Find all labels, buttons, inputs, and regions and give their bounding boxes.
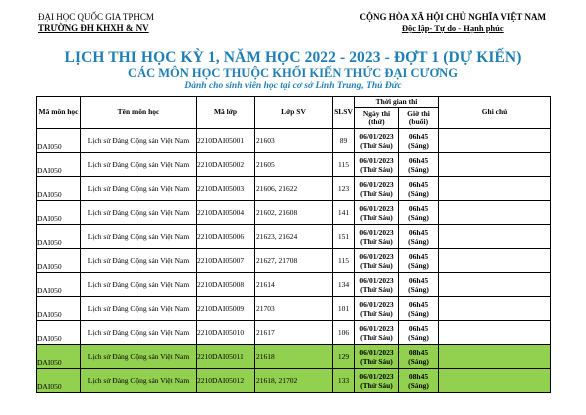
table-row: [37, 345, 551, 369]
cell-student-count: [333, 297, 355, 321]
cell-student-count-text: 101: [337, 304, 350, 313]
col-header-day: Ngày thi (thứ): [355, 108, 399, 129]
table-row: [37, 297, 551, 321]
cell-exam-day: [355, 297, 399, 321]
cell-student-count: [333, 129, 355, 153]
cell-exam-day-text: 06/01/2023: [359, 299, 394, 309]
cell-exam-day: [355, 345, 399, 369]
cell-student-classes-text: 21703: [256, 304, 275, 313]
cell-student-count: [333, 369, 355, 393]
cell-exam-time: [399, 321, 439, 345]
cell-class-code-text: 2210DAI05009: [197, 304, 245, 313]
cell-exam-time-text: (Sáng): [408, 140, 429, 150]
cell-exam-day: [355, 129, 399, 153]
cell-exam-time-text: (Sáng): [408, 236, 429, 246]
cell-exam-day-text: (Thứ Sáu): [360, 260, 393, 270]
table-row: [37, 321, 551, 345]
cell-class-code-text: 2210DAI05010: [197, 328, 245, 337]
cell-student-classes: [255, 225, 333, 249]
cell-student-classes-text: 21614: [256, 280, 275, 289]
cell-exam-time-text: 06h45: [408, 179, 429, 189]
col-header-remarks: Ghi chú: [439, 97, 551, 129]
cell-course-name-text: Lịch sử Đảng Cộng sản Việt Nam: [87, 304, 190, 313]
cell-student-count: [333, 153, 355, 177]
cell-exam-time-text: 06h45: [408, 251, 429, 261]
cell-course-code: [37, 153, 81, 177]
cell-course-name: [81, 321, 197, 345]
cell-exam-day-text: 06/01/2023: [359, 227, 394, 237]
cell-exam-time-text: (Sáng): [408, 164, 429, 174]
cell-course-name: [81, 273, 197, 297]
cell-exam-time-text: 06h45: [408, 203, 429, 213]
table-row: [37, 129, 551, 153]
cell-class-code: [197, 201, 255, 225]
cell-exam-time-text: (Sáng): [408, 188, 429, 198]
cell-course-code-text: DAI050: [37, 382, 62, 391]
cell-remarks: [439, 129, 551, 153]
cell-exam-time-text: (Sáng): [408, 284, 429, 294]
cell-student-classes-text: 21618, 21702: [256, 376, 298, 385]
cell-exam-day: [355, 273, 399, 297]
cell-student-classes: [255, 369, 333, 393]
cell-class-code-text: 2210DAI05004: [197, 208, 245, 217]
cell-exam-day-text: (Thứ Sáu): [360, 164, 393, 174]
cell-course-code: [37, 369, 81, 393]
cell-student-count-text: 129: [337, 352, 350, 361]
cell-exam-time-text: 06h45: [408, 323, 429, 333]
table-row: [37, 249, 551, 273]
cell-student-count: [333, 345, 355, 369]
cell-class-code-text: 2210DAI05003: [197, 184, 245, 193]
cell-student-count-text: 89: [339, 136, 348, 145]
cell-student-classes: [255, 177, 333, 201]
cell-student-classes-text: 21618: [256, 352, 275, 361]
cell-course-name: [81, 129, 197, 153]
cell-remarks: [439, 345, 551, 369]
cell-student-classes-text: 21617: [256, 328, 275, 337]
cell-exam-day: [355, 249, 399, 273]
cell-course-name-text: Lịch sử Đảng Cộng sản Việt Nam: [87, 256, 190, 265]
cell-course-code: [37, 129, 81, 153]
cell-exam-day-text: 06/01/2023: [359, 203, 394, 213]
cell-course-code: [37, 177, 81, 201]
cell-course-name-text: Lịch sử Đảng Cộng sản Việt Nam: [87, 376, 190, 385]
cell-student-count: [333, 177, 355, 201]
header-left: [38, 12, 154, 34]
cell-exam-time-text: 06h45: [408, 275, 429, 285]
cell-class-code: [197, 297, 255, 321]
cell-exam-time-text: (Sáng): [408, 308, 429, 318]
cell-exam-time: [399, 153, 439, 177]
document-title: LỊCH THI HỌC KỲ 1, NĂM HỌC 2022 - 2023 - ĐỢT 1 (DỰ KIẾN): [64, 49, 522, 66]
col-header-class: Mã lớp: [197, 97, 255, 129]
cell-class-code: [197, 345, 255, 369]
cell-class-code-text: 2210DAI05006: [197, 232, 245, 241]
cell-remarks: [439, 153, 551, 177]
cell-exam-time-text: 06h45: [408, 299, 429, 309]
cell-class-code: [197, 129, 255, 153]
cell-course-code-text: DAI050: [37, 358, 62, 367]
cell-student-classes: [255, 153, 333, 177]
cell-course-name: [81, 225, 197, 249]
cell-course-name: [81, 297, 197, 321]
cell-student-count: [333, 225, 355, 249]
cell-exam-day-text: 06/01/2023: [359, 323, 394, 333]
cell-class-code: [197, 177, 255, 201]
cell-course-code: [37, 249, 81, 273]
table-row: [37, 201, 551, 225]
cell-class-code-text: 2210DAI05011: [197, 352, 244, 361]
cell-student-count-text: 133: [337, 376, 350, 385]
cell-course-name-text: Lịch sử Đảng Cộng sản Việt Nam: [87, 280, 190, 289]
cell-course-code: [37, 321, 81, 345]
cell-course-name: [81, 201, 197, 225]
cell-exam-time-text: 06h45: [408, 155, 429, 165]
cell-exam-day-text: 06/01/2023: [359, 347, 394, 357]
cell-exam-time: [399, 297, 439, 321]
cell-student-count: [333, 273, 355, 297]
cell-class-code: [197, 321, 255, 345]
cell-remarks: [439, 225, 551, 249]
cell-exam-day: [355, 201, 399, 225]
cell-exam-day-text: (Thứ Sáu): [360, 380, 393, 390]
cell-student-count-text: 123: [337, 184, 350, 193]
cell-remarks: [439, 369, 551, 393]
cell-exam-time-text: (Sáng): [408, 212, 429, 222]
header-right: [360, 12, 546, 34]
cell-exam-day-text: (Thứ Sáu): [360, 188, 393, 198]
cell-exam-day-text: (Thứ Sáu): [360, 356, 393, 366]
cell-course-name: [81, 249, 197, 273]
col-header-students: Lớp SV: [255, 97, 333, 129]
cell-exam-time: [399, 369, 439, 393]
cell-course-code-text: DAI050: [37, 334, 62, 343]
cell-course-code-text: DAI050: [37, 214, 62, 223]
cell-course-name-text: Lịch sử Đảng Cộng sản Việt Nam: [87, 352, 190, 361]
cell-exam-time-text: (Sáng): [408, 260, 429, 270]
cell-remarks: [439, 321, 551, 345]
cell-class-code: [197, 225, 255, 249]
cell-course-name: [81, 153, 197, 177]
cell-exam-day-text: 06/01/2023: [359, 371, 394, 381]
cell-class-code: [197, 153, 255, 177]
cell-student-classes-text: 21627, 21708: [256, 256, 298, 265]
cell-student-count-text: 141: [337, 208, 350, 217]
cell-course-code: [37, 345, 81, 369]
cell-exam-time-text: (Sáng): [408, 332, 429, 342]
cell-exam-time: [399, 345, 439, 369]
cell-course-code: [37, 201, 81, 225]
cell-class-code: [197, 273, 255, 297]
table-row: [37, 153, 551, 177]
cell-exam-time: [399, 225, 439, 249]
cell-exam-time: [399, 129, 439, 153]
location-note: Dành cho sinh viên học tại cơ sở Linh Trung, Thủ Đức: [184, 81, 402, 91]
col-header-exam-time: Thời gian thi: [355, 97, 439, 108]
cell-exam-time: [399, 273, 439, 297]
cell-student-count-text: 115: [338, 256, 349, 265]
cell-exam-day-text: (Thứ Sáu): [360, 308, 393, 318]
cell-course-name-text: Lịch sử Đảng Cộng sản Việt Nam: [87, 232, 190, 241]
cell-student-count: [333, 321, 355, 345]
cell-student-classes: [255, 345, 333, 369]
cell-exam-time: [399, 177, 439, 201]
cell-student-count-text: 115: [338, 160, 349, 169]
cell-exam-day-text: 06/01/2023: [359, 275, 394, 285]
cell-student-classes: [255, 129, 333, 153]
cell-class-code-text: 2210DAI05007: [197, 256, 245, 265]
cell-course-name-text: Lịch sử Đảng Cộng sản Việt Nam: [87, 136, 190, 145]
cell-student-classes-text: 21623, 21624: [256, 232, 298, 241]
cell-class-code: [197, 249, 255, 273]
cell-remarks: [439, 201, 551, 225]
cell-exam-day: [355, 369, 399, 393]
cell-exam-time-text: 06h45: [408, 131, 429, 141]
school-name: TRƯỜNG ĐH KHXH & NV: [38, 23, 149, 33]
cell-course-name-text: Lịch sử Đảng Cộng sản Việt Nam: [87, 208, 190, 217]
cell-exam-day: [355, 225, 399, 249]
cell-exam-day: [355, 321, 399, 345]
cell-student-count: [333, 249, 355, 273]
col-header-count: SLSV: [333, 97, 355, 129]
cell-course-code-text: DAI050: [37, 286, 62, 295]
cell-exam-time-text: (Sáng): [408, 380, 429, 390]
cell-course-name: [81, 177, 197, 201]
cell-remarks: [439, 273, 551, 297]
cell-course-name: [81, 369, 197, 393]
cell-course-name-text: Lịch sử Đảng Cộng sản Việt Nam: [87, 160, 190, 169]
cell-course-code-text: DAI050: [37, 238, 62, 247]
cell-student-classes-text: 21606, 21622: [256, 184, 298, 193]
cell-course-code-text: DAI050: [37, 190, 62, 199]
cell-remarks: [439, 249, 551, 273]
table-row: [37, 225, 551, 249]
cell-course-code: [37, 225, 81, 249]
cell-student-classes: [255, 321, 333, 345]
cell-exam-day-text: (Thứ Sáu): [360, 212, 393, 222]
cell-student-classes-text: 21603: [256, 136, 275, 145]
col-header-time: Giờ thi (buổi): [399, 108, 439, 129]
cell-exam-day-text: (Thứ Sáu): [360, 140, 393, 150]
cell-student-count: [333, 201, 355, 225]
cell-class-code: [197, 369, 255, 393]
cell-exam-day-text: (Thứ Sáu): [360, 236, 393, 246]
col-header-name: Tên môn học: [81, 97, 197, 129]
national-motto: Độc lập- Tự do - Hạnh phúc: [401, 23, 504, 33]
cell-exam-day-text: 06/01/2023: [359, 131, 394, 141]
cell-course-name: [81, 345, 197, 369]
cell-course-code-text: DAI050: [37, 310, 62, 319]
cell-exam-time: [399, 201, 439, 225]
table-header-row: [37, 97, 551, 108]
cell-exam-day-text: 06/01/2023: [359, 155, 394, 165]
cell-course-code-text: DAI050: [37, 166, 62, 175]
cell-course-code: [37, 297, 81, 321]
cell-exam-time-text: 08h45: [408, 371, 429, 381]
cell-student-classes: [255, 249, 333, 273]
cell-student-count-text: 151: [337, 232, 350, 241]
cell-exam-day-text: 06/01/2023: [359, 251, 394, 261]
university-name: ĐẠI HỌC QUỐC GIA TPHCM: [38, 12, 154, 22]
cell-student-count-text: 134: [337, 280, 350, 289]
cell-course-code-text: DAI050: [37, 142, 62, 151]
document-subtitle: CÁC MÔN HỌC THUỘC KHỐI KIẾN THỨC ĐẠI CƯƠNG: [128, 66, 458, 80]
republic-name: CỘNG HÒA XÃ HỘI CHỦ NGHĨA VIỆT NAM: [359, 12, 546, 22]
cell-course-code-text: DAI050: [37, 262, 62, 271]
cell-course-name-text: Lịch sử Đảng Cộng sản Việt Nam: [87, 328, 190, 337]
cell-exam-time: [399, 249, 439, 273]
cell-student-classes-text: 21605: [256, 160, 275, 169]
cell-exam-day-text: (Thứ Sáu): [360, 284, 393, 294]
cell-course-name-text: Lịch sử Đảng Cộng sản Việt Nam: [87, 184, 190, 193]
cell-exam-day: [355, 153, 399, 177]
table-row: [37, 369, 551, 393]
table-row: [37, 177, 551, 201]
cell-remarks: [439, 177, 551, 201]
cell-exam-time-text: (Sáng): [408, 356, 429, 366]
cell-course-code: [37, 273, 81, 297]
cell-student-classes: [255, 273, 333, 297]
cell-exam-day-text: 06/01/2023: [359, 179, 394, 189]
exam-schedule-table: [36, 96, 551, 393]
cell-class-code-text: 2210DAI05002: [197, 160, 245, 169]
cell-class-code-text: 2210DAI05001: [197, 136, 245, 145]
cell-remarks: [439, 297, 551, 321]
cell-student-classes: [255, 297, 333, 321]
cell-class-code-text: 2210DAI05008: [197, 280, 245, 289]
cell-exam-day-text: (Thứ Sáu): [360, 332, 393, 342]
cell-student-count-text: 106: [337, 328, 350, 337]
cell-exam-time-text: 06h45: [408, 227, 429, 237]
cell-exam-time-text: 08h45: [408, 347, 429, 357]
cell-exam-day: [355, 177, 399, 201]
col-header-code: Mã môn học: [37, 97, 81, 129]
table-row: [37, 273, 551, 297]
cell-student-classes: [255, 201, 333, 225]
cell-class-code-text: 2210DAI05012: [197, 376, 245, 385]
cell-student-classes-text: 21602, 21608: [256, 208, 298, 217]
